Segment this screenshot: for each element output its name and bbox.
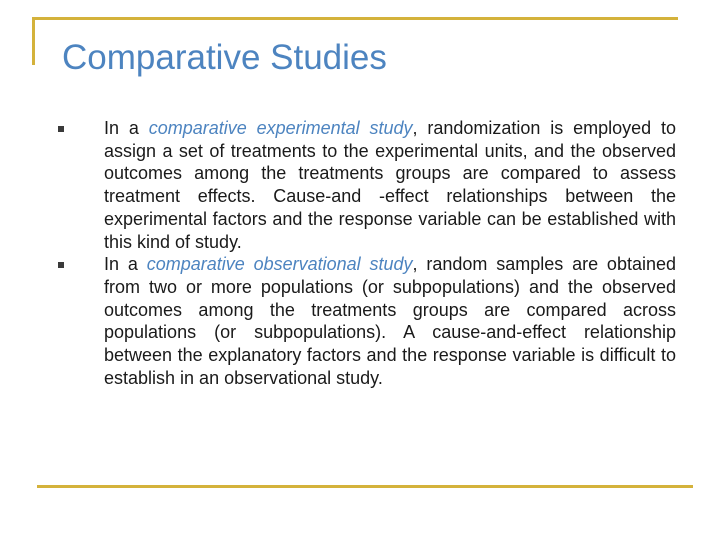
term-comparative-experimental-study: comparative experimental study	[148, 118, 413, 138]
frame-left-line	[32, 17, 35, 65]
bullet-body: , random samples are obtained from two or more populations (or subpopulations) and the observed outcomes among the treatments groups are compared across populations (or subpopulations). A cause-and-effect relationship between the explanatory factors and the response variable is difficult to establish in an observational study.	[104, 254, 676, 388]
square-bullet-icon	[58, 126, 64, 132]
square-bullet-icon	[58, 262, 64, 268]
bullet-body: , randomization is employed to assign a set of treatments to the experimental units, and the observed outcomes among the treatments groups are compared to assess treatment effects. Cause-and -effect relationships between the experimental factors and the response variable can be established with this kind of study.	[104, 118, 677, 252]
frame-top-line	[32, 17, 678, 20]
slide-title: Comparative Studies	[62, 38, 387, 77]
bullet-lead: In a	[104, 118, 149, 138]
term-comparative-observational-study: comparative observational study	[146, 254, 413, 275]
bullet-list	[58, 117, 676, 389]
frame-bottom-line	[37, 485, 693, 488]
bullet-item-experimental	[58, 117, 676, 253]
bullet-lead: In a	[104, 254, 147, 275]
bullet-item-observational	[58, 253, 676, 389]
